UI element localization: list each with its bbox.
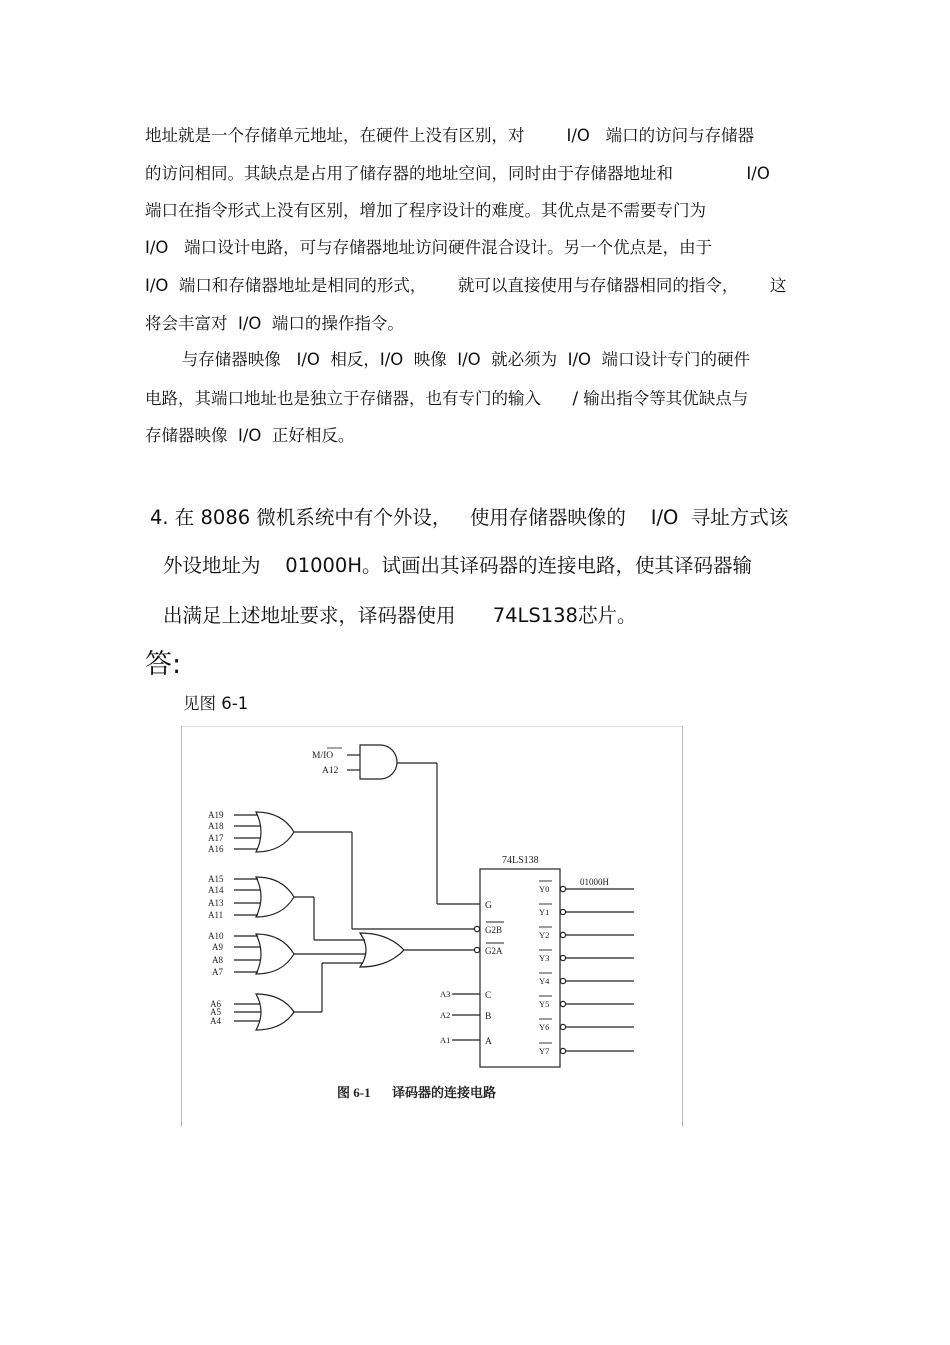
chip-name: 74LS138 <box>502 855 539 866</box>
label-a9: A9 <box>212 942 223 952</box>
figure-6-1 <box>181 726 683 1127</box>
label-mio: M/IO <box>312 751 334 761</box>
label-a8: A8 <box>212 955 223 965</box>
or-gate-4 <box>256 994 294 1030</box>
text-line: 地址就是一个存储单元地址，在硬件上没有区别，对 I/O 端口的访问与存储器 <box>145 126 755 145</box>
text-line: 将会丰富对 I/O 端口的操作指令。 <box>145 314 404 333</box>
or-gate-3 <box>256 934 294 974</box>
caption-text: 译码器的连接电路 <box>392 1085 497 1100</box>
label-a5: A5 <box>210 1007 221 1017</box>
label-a16: A16 <box>208 844 224 854</box>
pin-y0: Y0 <box>539 884 550 894</box>
text-line: 的访问相同。其缺点是占用了储存器的地址空间，同时由于存储器地址和 I/O <box>145 164 770 183</box>
label-a12: A12 <box>322 766 339 776</box>
text-line: 存储器映像 I/O 正好相反。 <box>145 426 355 445</box>
question-line: 4. 在 8086 微机系统中有个外设， 使用存储器映像的 I/O 寻址方式该 <box>150 506 789 529</box>
text-line: I/O 端口和存储器地址是相同的形式， 就可以直接使用与存储器相同的指令， 这 <box>145 276 787 295</box>
question-line: 出满足上述地址要求，译码器使用 74LS138芯片。 <box>163 604 637 627</box>
answer-label: 答: <box>145 649 182 680</box>
label-a14: A14 <box>208 885 224 895</box>
pin-y7: Y7 <box>539 1046 550 1056</box>
label-a4: A4 <box>210 1016 221 1026</box>
label-a3: A3 <box>440 989 451 999</box>
decoder-circuit-diagram <box>182 727 682 1127</box>
pin-y5: Y5 <box>539 999 550 1009</box>
pin-y3: Y3 <box>539 953 550 963</box>
output-address-label: 01000H <box>580 877 609 887</box>
or-gate-1 <box>256 812 294 852</box>
text-line: 电路，其端口地址也是独立于存储器，也有专门的输入 / 输出指令等其优缺点与 <box>145 389 749 408</box>
caption-number: 图 6-1 <box>337 1085 371 1100</box>
pin-a: A <box>485 1037 492 1047</box>
pin-y1: Y1 <box>539 907 550 917</box>
label-a10: A10 <box>208 931 224 941</box>
label-a2: A2 <box>440 1010 451 1020</box>
label-a1: A1 <box>440 1035 451 1045</box>
pin-c: C <box>485 991 492 1001</box>
pin-g: G <box>485 901 492 911</box>
see-figure-text: 见图 6-1 <box>183 694 249 713</box>
label-a13: A13 <box>208 898 224 908</box>
question-line: 外设地址为 01000H。试画出其译码器的连接电路，使其译码器输 <box>163 554 752 577</box>
text-line: 与存储器映像 I/O 相反，I/O 映像 I/O 就必须为 I/O 端口设计专门的硬件 <box>145 350 751 369</box>
pin-y6: Y6 <box>539 1022 550 1032</box>
or-gate-combine <box>360 933 404 967</box>
label-a11: A11 <box>208 910 224 920</box>
text-line: I/O 端口设计电路，可与存储器地址访问硬件混合设计。另一个优点是，由于 <box>145 238 713 257</box>
label-a15: A15 <box>208 874 224 884</box>
label-a18: A18 <box>208 821 224 831</box>
or-gate-2 <box>256 877 294 917</box>
text-line: 端口在指令形式上没有区别，增加了程序设计的难度。其优点是不需要专门为 <box>145 201 706 220</box>
pin-g2b: G2B <box>485 925 503 935</box>
chip-74ls138 <box>480 869 560 1067</box>
and-gate <box>360 745 397 779</box>
pin-b: B <box>485 1012 492 1022</box>
pin-g2a: G2A <box>485 946 503 956</box>
pin-y4: Y4 <box>539 976 550 986</box>
pin-y2: Y2 <box>539 930 550 940</box>
label-a7: A7 <box>212 967 223 977</box>
label-a17: A17 <box>208 833 224 843</box>
label-a19: A19 <box>208 810 224 820</box>
label-a6: A6 <box>210 999 221 1009</box>
